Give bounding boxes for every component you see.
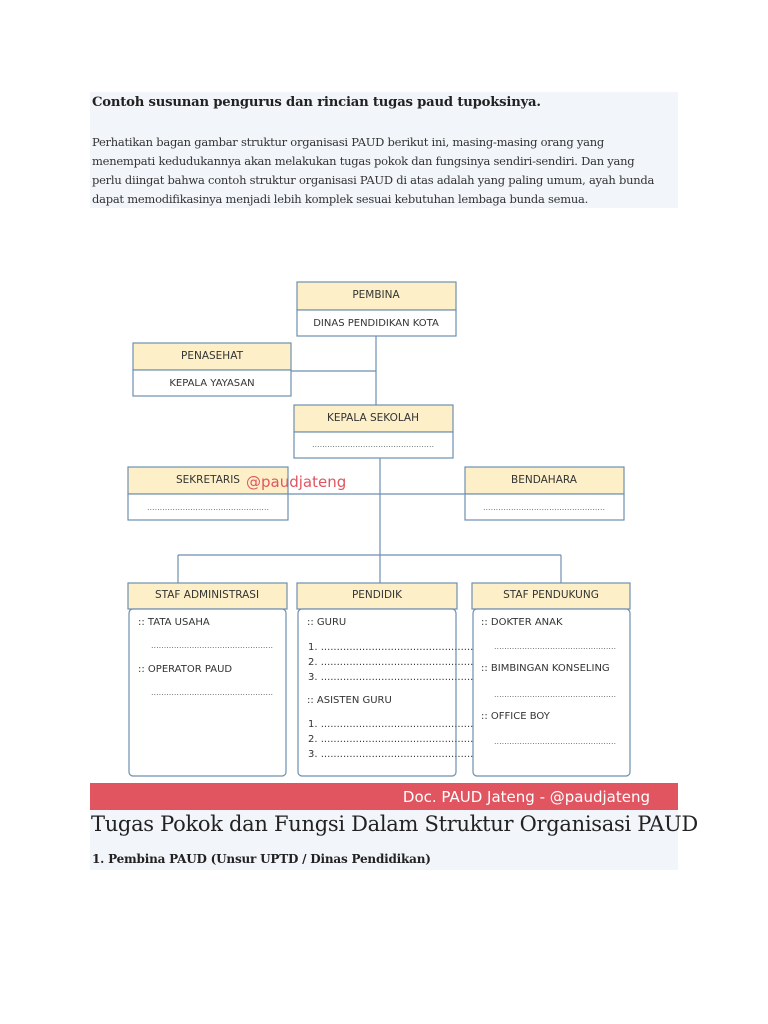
pembina-title: PEMBINA bbox=[352, 289, 400, 301]
list-item: 1. ................................................ bbox=[308, 719, 474, 730]
list-item: :: OFFICE BOY bbox=[481, 711, 550, 722]
kepala-sekolah-box bbox=[294, 405, 453, 458]
pembina-box bbox=[297, 282, 456, 336]
list-item: :: DOKTER ANAK bbox=[481, 617, 563, 628]
staf-administrasi-title: STAF ADMINISTRASI bbox=[154, 589, 260, 601]
staf-pendukung-title: STAF PENDUKUNG bbox=[503, 589, 599, 601]
penasehat-title: PENASEHAT bbox=[181, 350, 243, 362]
list-item: :: GURU bbox=[307, 617, 347, 628]
list-item-dots: ................................................ bbox=[494, 690, 617, 699]
paragraph-line: perlu diingat bahwa contoh struktur organisasi PAUD di atas adalah yang paling umum, ayah bunda bbox=[92, 173, 655, 187]
paragraph-line: Perhatikan bagan gambar struktur organisasi PAUD berikut ini, masing-masing orang yang bbox=[92, 135, 604, 149]
banner-text: Doc. PAUD Jateng - @paudjateng bbox=[402, 788, 650, 806]
penasehat-value: KEPALA YAYASAN bbox=[169, 378, 255, 389]
pendidik-title: PENDIDIK bbox=[351, 589, 403, 601]
watermark: @paudjateng bbox=[246, 473, 347, 491]
staf-pendukung-box bbox=[472, 583, 630, 776]
doc-banner bbox=[90, 783, 678, 810]
kepala-sekolah-value: ................................................ bbox=[311, 440, 435, 449]
sekretaris-value: ................................................ bbox=[146, 503, 270, 512]
list-item: 3. ................................................ bbox=[308, 749, 474, 760]
paragraph-line: dapat memodifikasinya menjadi lebih komplek sesuai kebutuhan lembaga bunda semua. bbox=[92, 192, 589, 206]
pendidik-box bbox=[297, 583, 473, 776]
pembina-value: DINAS PENDIDIKAN KOTA bbox=[313, 318, 439, 329]
staf-administrasi-box bbox=[128, 583, 287, 776]
list-item-dots: ................................................ bbox=[151, 641, 274, 650]
penasehat-box bbox=[133, 343, 291, 396]
subsection-title: 1. Pembina PAUD (Unsur UPTD / Dinas Pendidikan) bbox=[92, 852, 431, 866]
list-item-dots: ................................................ bbox=[151, 688, 274, 697]
section-title: Tugas Pokok dan Fungsi Dalam Struktur Organisasi PAUD bbox=[91, 812, 698, 836]
list-item: :: BIMBINGAN KONSELING bbox=[481, 663, 610, 674]
bendahara-title: BENDAHARA bbox=[511, 474, 577, 486]
list-item: :: TATA USAHA bbox=[138, 617, 210, 628]
list-item: 3. ................................................ bbox=[308, 672, 474, 683]
list-item: 2. ................................................ bbox=[308, 734, 474, 745]
paragraph-line: menempati kedudukannya akan melakukan tugas pokok dan fungsinya sendiri-sendiri. Dan yang bbox=[92, 154, 635, 168]
list-item-dots: ................................................ bbox=[494, 737, 617, 746]
bendahara-box bbox=[465, 467, 624, 520]
list-item: :: ASISTEN GURU bbox=[307, 695, 392, 706]
list-item: :: OPERATOR PAUD bbox=[138, 664, 233, 675]
kepala-sekolah-title: KEPALA SEKOLAH bbox=[326, 412, 420, 424]
list-item-dots: ................................................ bbox=[494, 642, 617, 651]
bendahara-value: ................................................ bbox=[482, 503, 606, 512]
article-heading: Contoh susunan pengurus dan rincian tugas paud tupoksinya. bbox=[92, 95, 541, 110]
list-item: 1. ................................................ bbox=[308, 642, 474, 653]
sekretaris-title: SEKRETARIS bbox=[176, 474, 240, 486]
list-item: 2. ................................................ bbox=[308, 657, 474, 668]
